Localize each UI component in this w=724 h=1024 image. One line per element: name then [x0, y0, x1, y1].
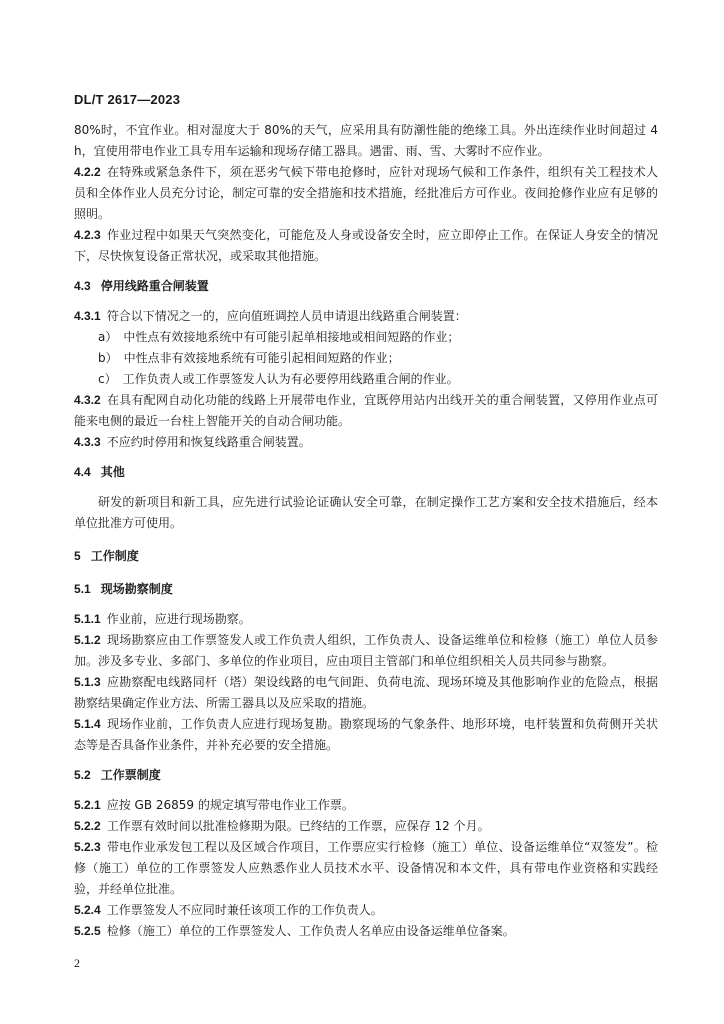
- section-heading: [74, 546, 658, 567]
- clause-paragraph: [74, 900, 658, 921]
- list-item: [98, 369, 658, 390]
- clause-number: 4.3: [74, 279, 91, 293]
- text: 在特殊或紧急条件下，须在恶劣气候下带电抢修时，应针对现场气候和工作条件，组织有关工程技术人员和全体作业人员充分讨论，制定可靠的安全措施和技术措施，经批准后方可作业。夜间抢修作业应有足够的照明。: [74, 165, 658, 221]
- clause-number: 5.2.2: [74, 819, 101, 833]
- spacer: [74, 483, 658, 492]
- text: 工作票有效时间以批准检修期为限。已终结的工作票，应保存 12 个月。: [106, 819, 490, 833]
- list-label: b）: [98, 351, 118, 365]
- clause-paragraph: [74, 390, 658, 432]
- text: 工作负责人或工作票签发人认为有必要停用线路重合闸的作业。: [122, 372, 459, 386]
- list-label: a）: [98, 330, 118, 344]
- section-heading: [74, 765, 658, 786]
- document-body: [74, 120, 658, 942]
- text: 符合以下情况之一的，应向值班调控人员申请退出线路重合闸装置：: [106, 309, 467, 323]
- clause-number: 5.1.1: [74, 612, 101, 626]
- spacer: [74, 786, 658, 795]
- clause-number: 4.3.3: [74, 435, 101, 449]
- spacer: [74, 756, 658, 765]
- spacer: [74, 453, 658, 462]
- clause-paragraph: [74, 162, 658, 225]
- clause-number: 5.2.3: [74, 840, 101, 854]
- clause-paragraph: [74, 714, 658, 756]
- clause-paragraph: [74, 225, 658, 267]
- text: 带电作业承发包工程以及区域合作项目，工作票应实行检修（施工）单位、设备运维单位“双签发”。检修（施工）单位的工作票签发人应熟悉作业人员技术水平、设备情况和本文件，具有带电作业资格和实践经验，并经单位批准。: [74, 840, 658, 896]
- clause-paragraph: [74, 432, 658, 453]
- text: 作业过程中如果天气突然变化，可能危及人身或设备安全时，应立即停止工作。在保证人身安全的情况下，尽快恢复设备正常状况，或采取其他措施。: [74, 228, 658, 263]
- clause-number: 4.3.1: [74, 309, 101, 323]
- text: 其他: [100, 465, 125, 479]
- clause-number: 4.2.3: [74, 228, 101, 242]
- clause-paragraph: [74, 630, 658, 672]
- clause-number: 5.1.2: [74, 633, 101, 647]
- list-item: [98, 348, 658, 369]
- text: 现场勘察应由工作票签发人或工作负责人组织，工作负责人、设备运维单位和检修（施工）单位人员参加。涉及多专业、多部门、多单位的作业项目，应由项目主管部门和单位组织相关人员共同参与勘察。: [74, 633, 658, 668]
- text: 不应约时停用和恢复线路重合闸装置。: [106, 435, 311, 449]
- text: 中性点非有效接地系统有可能引起相间短路的作业；: [123, 351, 400, 365]
- clause-number: 5.1: [74, 582, 91, 596]
- clause-paragraph: [74, 816, 658, 837]
- list-label: c）: [98, 372, 117, 386]
- spacer: [74, 600, 658, 609]
- section-heading: [74, 462, 658, 483]
- clause-number: 5.2: [74, 768, 91, 782]
- page-number: 2: [74, 956, 80, 970]
- text: 停用线路重合闸装置: [100, 279, 209, 293]
- clause-paragraph: [74, 921, 658, 942]
- text: 现场作业前，工作负责人应进行现场复勘。勘察现场的气象条件、地形环境，电杆装置和负荷侧开关状态等是否具备作业条件，并补充必要的安全措施。: [74, 717, 658, 752]
- document-code: DL/T 2617—2023: [74, 92, 181, 107]
- section-heading: [74, 276, 658, 297]
- text: 现场勘察制度: [100, 582, 173, 596]
- clause-number: 4.3.2: [74, 393, 101, 407]
- clause-paragraph: [74, 609, 658, 630]
- text: 研发的新项目和新工具，应先进行试验论证确认安全可靠，在制定操作工艺方案和安全技术措施后，经本单位批准方可使用。: [74, 495, 658, 530]
- section-heading: [74, 579, 658, 600]
- paragraph: [74, 492, 658, 534]
- text: 工作制度: [90, 549, 139, 563]
- list-item: [98, 327, 658, 348]
- spacer: [74, 267, 658, 276]
- clause-paragraph: [74, 837, 658, 900]
- spacer: [74, 567, 658, 579]
- clause-number: 4.2.2: [74, 165, 101, 179]
- text: 作业前，应进行现场勘察。: [106, 612, 251, 626]
- clause-number: 5.1.4: [74, 717, 101, 731]
- spacer: [74, 534, 658, 546]
- clause-number: 5.2.5: [74, 924, 101, 938]
- clause-number: 4.4: [74, 465, 91, 479]
- clause-number: 5.1.3: [74, 675, 101, 689]
- spacer: [74, 297, 658, 306]
- clause-paragraph: [74, 306, 658, 327]
- text: 在具有配网自动化功能的线路上开展带电作业，宜既停用站内出线开关的重合闸装置，又停用作业点可能来电侧的最近一台柱上智能开关的自动合闸功能。: [74, 393, 658, 428]
- clause-paragraph: [74, 120, 658, 162]
- text: 中性点有效接地系统中有可能引起单相接地或相间短路的作业；: [123, 330, 460, 344]
- text: 检修（施工）单位的工作票签发人、工作负责人名单应由设备运维单位备案。: [106, 924, 515, 938]
- text: 工作票制度: [100, 768, 161, 782]
- text: 80%时，不宜作业。相对湿度大于 80%的天气，应采用具有防潮性能的绝缘工具。外出连续作业时间超过 4 h，宜使用带电作业工具专用车运输和现场存储工器具。遇雷、雨、雪、大雾时不应作业。: [74, 123, 658, 158]
- clause-number: 5.2.1: [74, 798, 101, 812]
- text: 应勘察配电线路同杆（塔）架设线路的电气间距、负荷电流、现场环境及其他影响作业的危险点，根据勘察结果确定作业方法、所需工器具以及应采取的措施。: [74, 675, 658, 710]
- clause-number: 5.2.4: [74, 903, 101, 917]
- text: 工作票签发人不应同时兼任该项工作的工作负责人。: [106, 903, 383, 917]
- clause-number: 5: [74, 549, 81, 563]
- text: 应按 GB 26859 的规定填写带电作业工作票。: [106, 798, 354, 812]
- clause-paragraph: [74, 672, 658, 714]
- clause-paragraph: [74, 795, 658, 816]
